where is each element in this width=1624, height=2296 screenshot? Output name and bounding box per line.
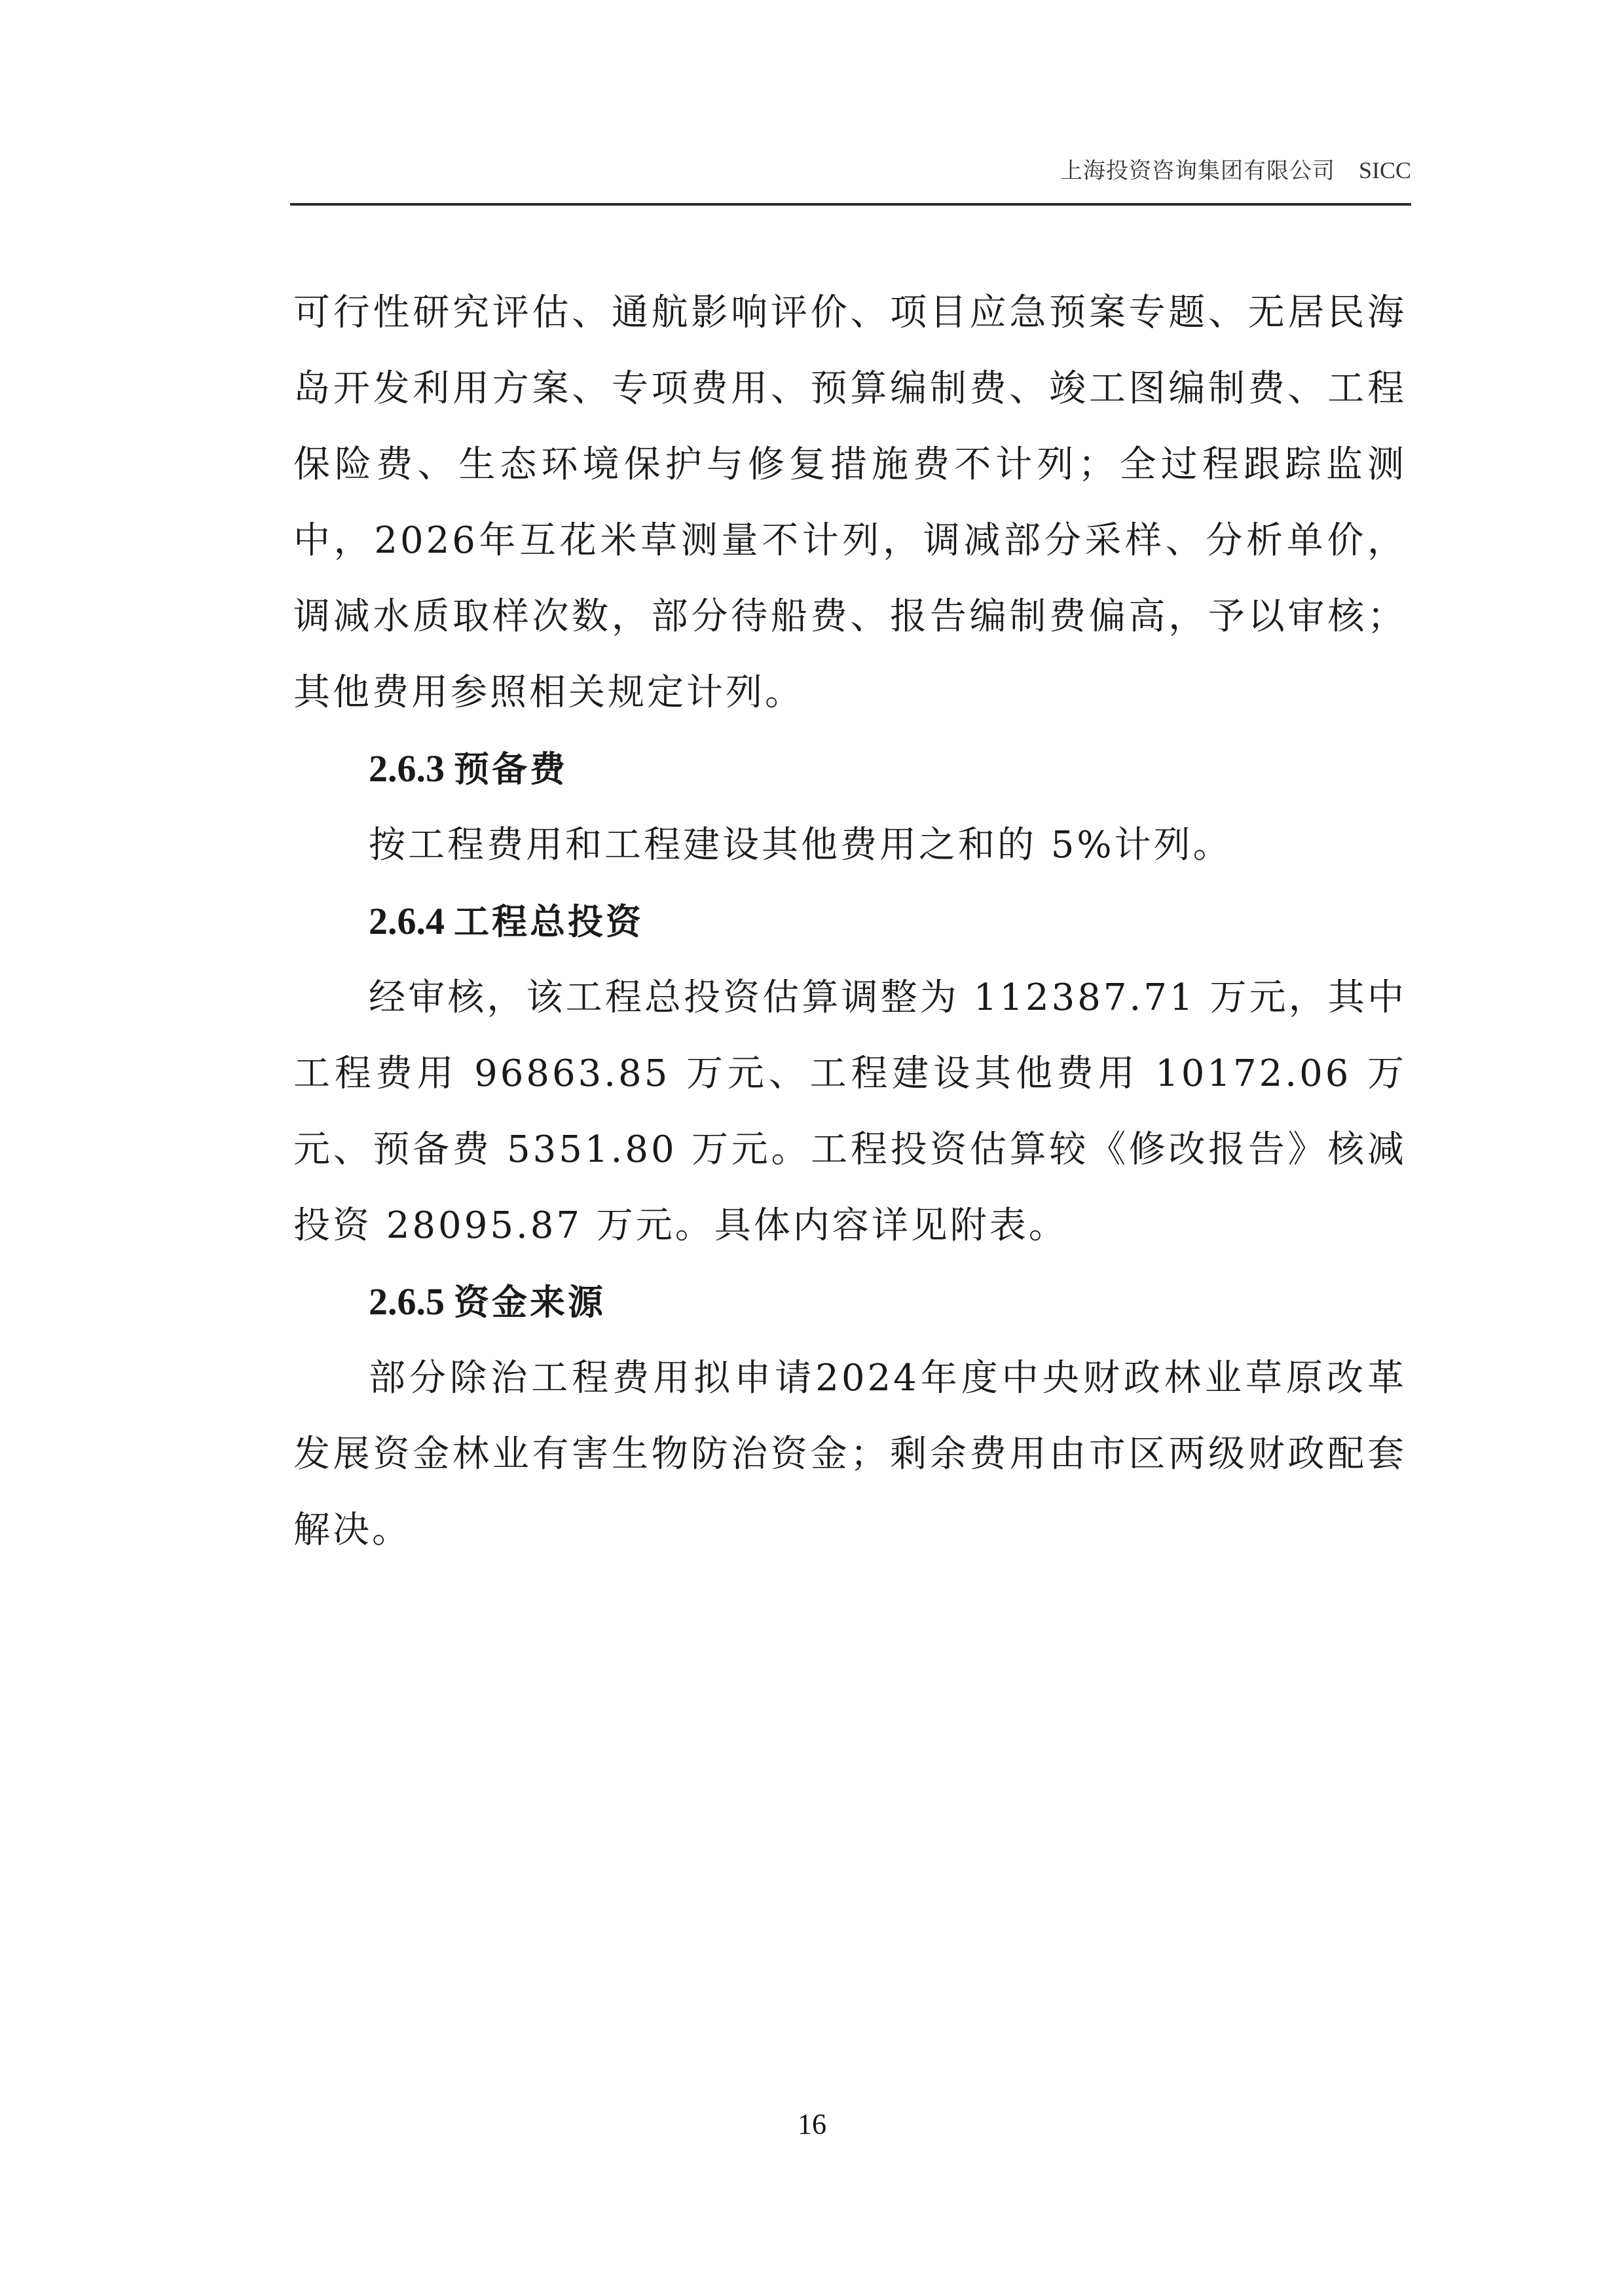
page-number: 16 (798, 2108, 826, 2140)
section-heading-2-6-3 (293, 731, 1407, 807)
header-divider (290, 203, 1411, 206)
section-paragraph-2-6-3: 按工程费用和工程建设其他费用之和的 5%计列。 (369, 824, 1232, 866)
page-header (290, 149, 1411, 206)
section-paragraph-2-6-4: 经审核，该工程总投资估算调整为 112387.71 万元，其中工程费用 96863.85 万元、工程建设其他费用 10172.06 万元、预备费 5351.80 万元。工程投资估算较《修改报告》核减投资 28095.87 万元。具体内容详见附表。 (293, 976, 1407, 1247)
section-number: 2.6.3 (369, 747, 445, 790)
header-company-abbr: SICC (1358, 157, 1411, 183)
section-heading-2-6-5 (293, 1264, 1407, 1341)
section-number: 2.6.5 (369, 1280, 445, 1323)
section-paragraph-2-6-5: 部分除治工程费用拟申请2024年度中央财政林业草原改革发展资金林业有害生物防治资金；剩余费用由市区两级财政配套解决。 (293, 1357, 1407, 1551)
header-text (1060, 156, 1411, 185)
header-company-name: 上海投资咨询集团有限公司 (1060, 158, 1335, 184)
section-heading-2-6-4 (293, 883, 1407, 960)
section-title: 工程总投资 (454, 901, 644, 942)
section-number: 2.6.4 (369, 900, 445, 942)
section-title: 预备费 (454, 749, 568, 790)
section-title: 资金来源 (454, 1282, 606, 1323)
continued-paragraph: 可行性研究评估、通航影响评价、项目应急预案专题、无居民海岛开发利用方案、专项费用、预算编制费、竣工图编制费、工程保险费、生态环境保护与修复措施费不计列；全过程跟踪监测中，2026年互花米草测量不计列，调减部分采样、分析单价，调减水质取样次数，部分待船费、报告编制费偏高，予以审核；其他费用参照相关规定计列。 (293, 291, 1407, 714)
document-body (293, 275, 1407, 1568)
